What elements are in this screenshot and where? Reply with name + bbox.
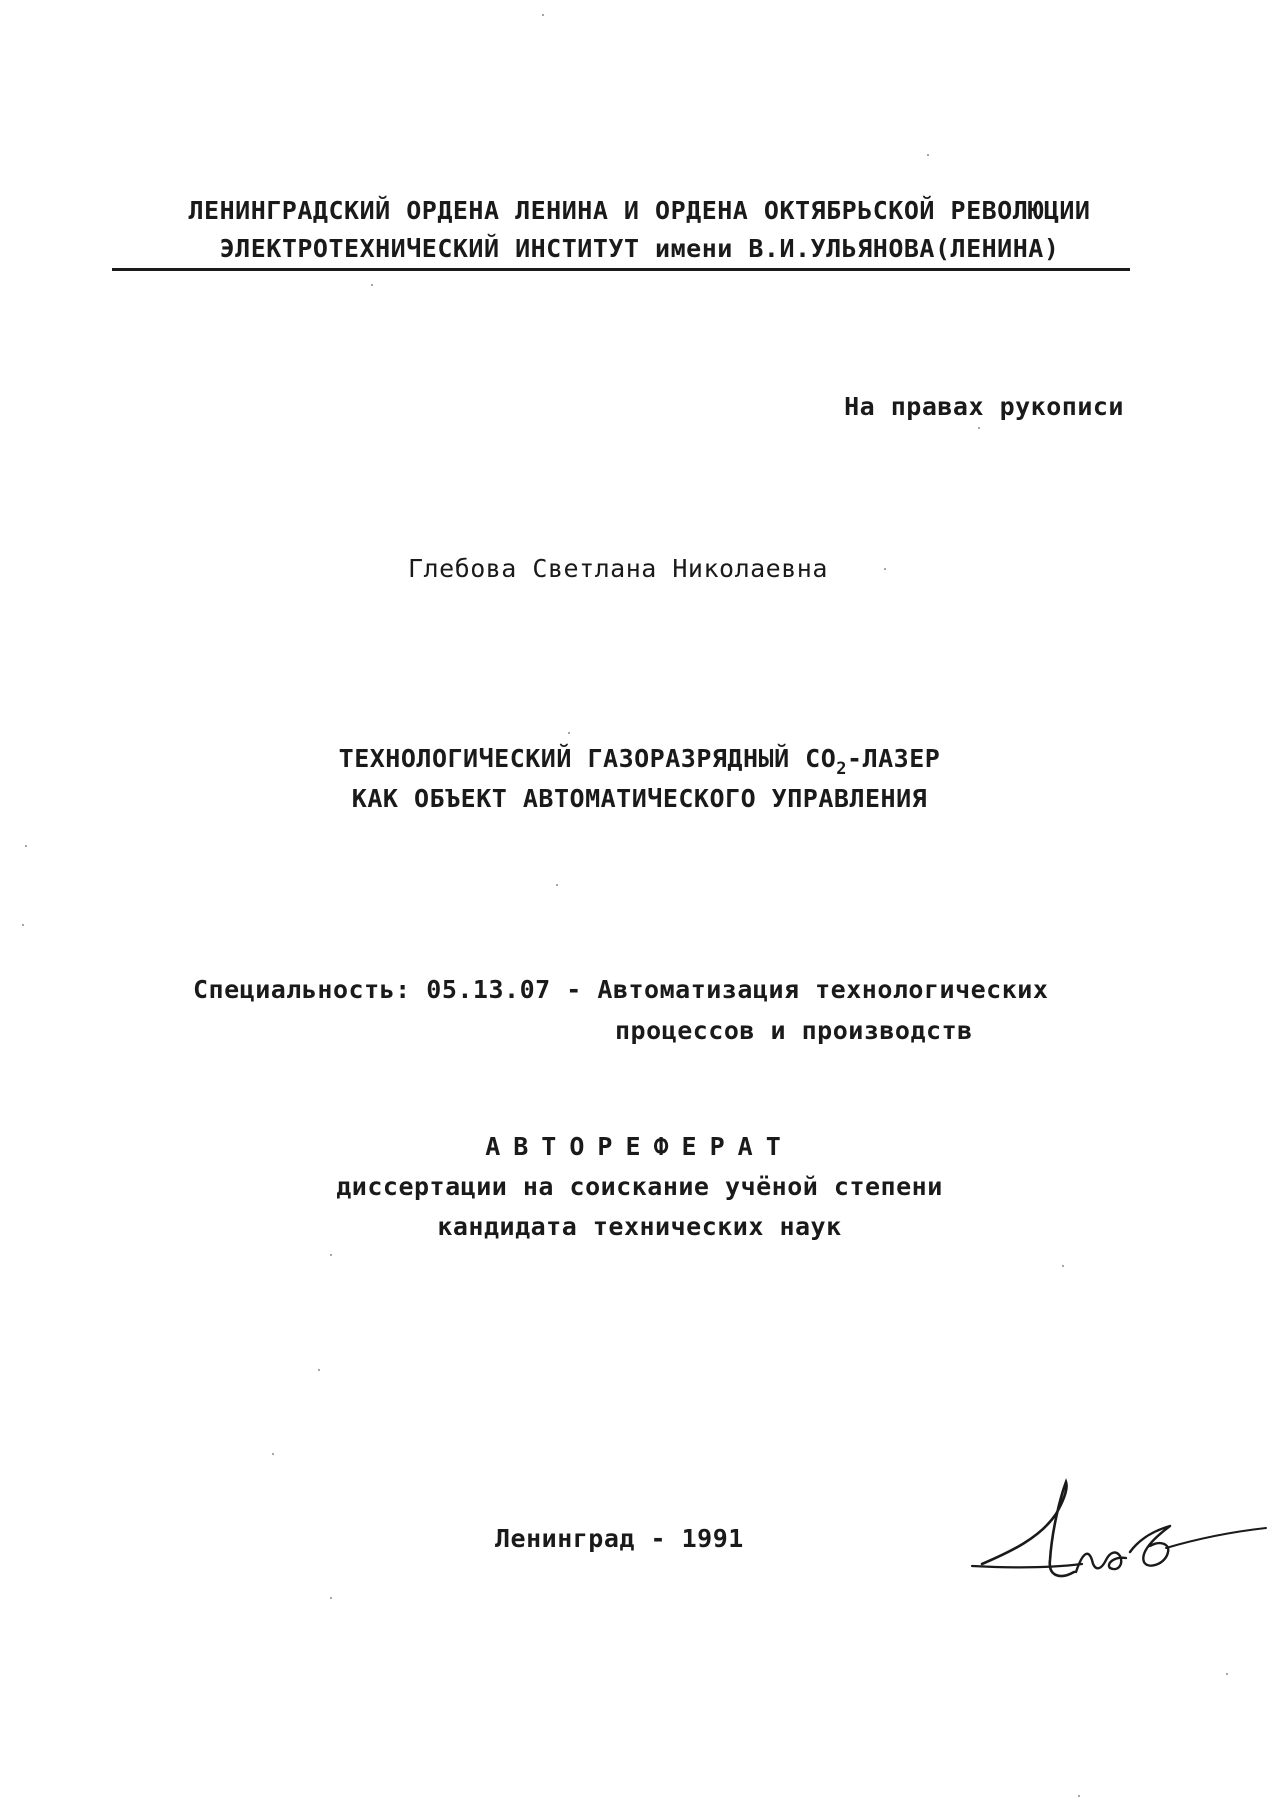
author-name: Глебова Светлана Николаевна <box>408 554 828 583</box>
scan-speck <box>330 1254 332 1256</box>
title-subscript: 2 <box>836 759 848 779</box>
specialty-code: 05.13.07 <box>426 975 551 1004</box>
abstract-heading: АВТОРЕФЕРАТ <box>485 1132 794 1161</box>
place-year: Ленинград - 1991 <box>495 1524 744 1553</box>
scan-speck <box>371 284 373 286</box>
institute-line-1: ЛЕНИНГРАДСКИЙ ОРДЕНА ЛЕНИНА И ОРДЕНА ОКТЯБРЬСКОЙ РЕВОЛЮЦИИ <box>188 196 1091 225</box>
scan-speck <box>927 154 929 156</box>
institute-line-2: ЭЛЕКТРОТЕХНИЧЕСКИЙ ИНСТИТУТ имени В.И.УЛЬЯНОВА(ЛЕНИНА) <box>219 234 1060 263</box>
rights-note: На правах рукописи <box>844 392 1124 421</box>
scan-speck <box>1062 1265 1064 1267</box>
scan-speck <box>1078 1795 1080 1797</box>
thesis-title-line-2: КАК ОБЪЕКТ АВТОМАТИЧЕСКОГО УПРАВЛЕНИЯ <box>351 784 928 813</box>
specialty-name-line-2: процессов и производств <box>615 1016 973 1045</box>
specialty-line-1 <box>193 975 1048 1004</box>
abstract-line-1: диссертации на соискание учёной степени <box>336 1172 943 1201</box>
scan-speck <box>556 884 558 886</box>
scan-speck <box>330 1597 332 1599</box>
header-rule <box>112 268 1130 271</box>
scan-speck <box>272 1453 274 1455</box>
scan-speck <box>1226 1673 1228 1675</box>
specialty-name-line-1: Автоматизация технологических <box>597 975 1049 1004</box>
scan-speck <box>568 732 570 734</box>
signature-icon <box>970 1468 1270 1598</box>
thesis-title-line-1 <box>0 744 1279 779</box>
title-part-2: -ЛАЗЕР <box>847 744 941 773</box>
scan-speck <box>884 568 886 570</box>
scan-speck <box>318 1369 320 1371</box>
specialty-label: Специальность: <box>193 975 411 1004</box>
scan-speck <box>978 427 980 429</box>
abstract-line-2: кандидата технических наук <box>437 1212 842 1241</box>
title-part-1: ТЕХНОЛОГИЧЕСКИЙ ГАЗОРАЗРЯДНЫЙ СО <box>338 744 837 773</box>
specialty-dash: - <box>566 975 582 1004</box>
scan-speck <box>22 924 24 926</box>
scan-speck <box>25 845 27 847</box>
scan-speck <box>542 14 544 16</box>
